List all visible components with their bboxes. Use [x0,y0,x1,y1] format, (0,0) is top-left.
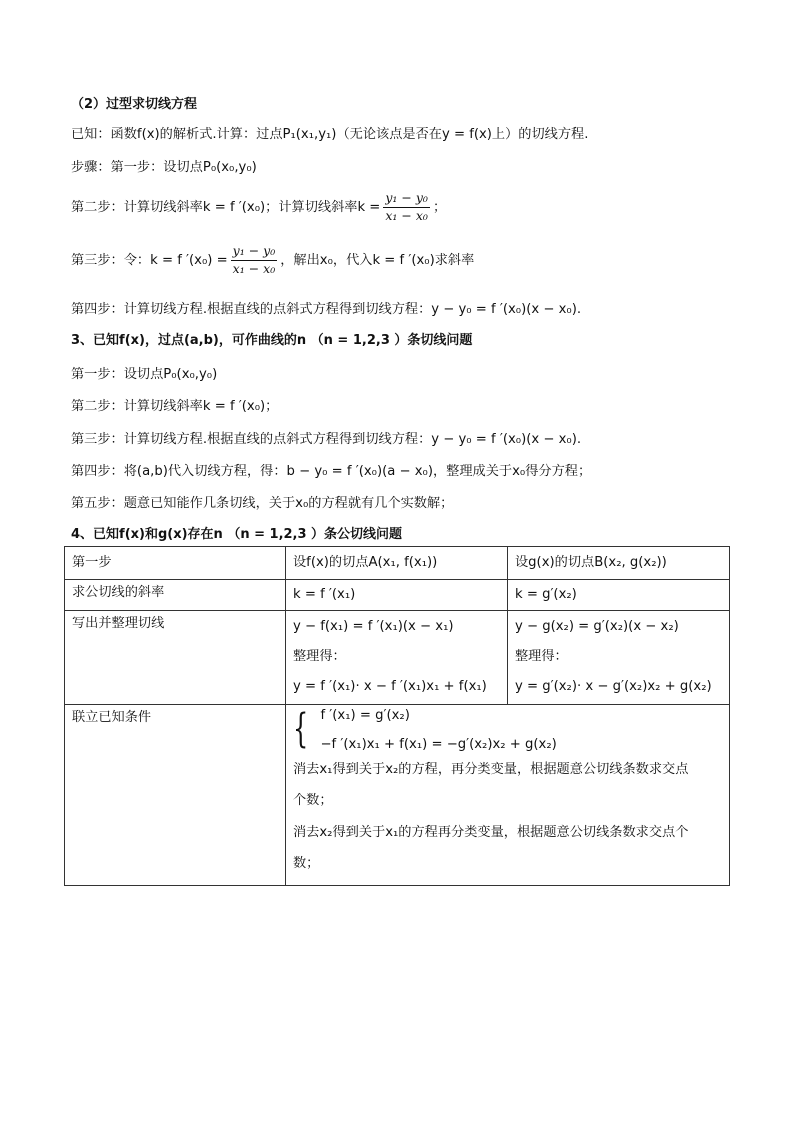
system-equation-2: −f ′(x₁)x₁ + f(x₁) = −g′(x₂)x₂ + g(x₂) [320,736,557,752]
section-3-heading: 3、已知f(x)，过点(a,b)，可作曲线的n （n = 1,2,3 ）条切线问题 [71,333,473,348]
eliminate-x1-text: 消去x₁得到关于x₂的方程，再分类变量，根据题意公切线条数求交点 [293,762,689,777]
f-simplify-label: 整理得： [293,649,346,664]
table-cell-f-tangent [286,611,508,705]
step2-text: 第二步：计算切线斜率k = f ′(x₀)；计算切线斜率k = [71,200,381,215]
table-row [65,705,730,886]
section-2-step3 [71,245,474,275]
fraction-numerator: y₁ − y₀ [231,245,278,261]
step3-text: 第三步：令：k = f ′(x₀) = [71,253,228,268]
step3-suffix: ，解出x₀，代入k = f ′(x₀)求斜率 [280,253,475,268]
table-cell-tangent-label: 写出并整理切线 [65,611,286,705]
section-2-step4: 第四步：计算切线方程.根据直线的点斜式方程得到切线方程：y − y₀ = f ′(x₀)(x − x₀). [71,302,582,317]
g-simplify-label: 整理得： [515,649,568,664]
g-tangent-equation: y − g(x₂) = g′(x₂)(x − x₂) [515,619,679,634]
f-tangent-equation: y − f(x₁) = f ′(x₁)(x − x₁) [293,619,454,634]
step2-fraction [383,192,430,222]
fraction-denominator: x₁ − x₀ [385,207,428,223]
common-tangent-table [64,546,730,886]
eliminate-x2-text-cont: 数； [293,856,320,871]
table-cell-f-slope: k = f ′(x₁) [286,580,508,611]
section-4-heading: 4、已知f(x)和g(x)存在n （n = 1,2,3 ）条公切线问题 [71,527,403,542]
section-2-step2 [71,192,446,222]
table-cell-g-tangent-point: 设g(x)的切点B(x₂, g(x₂)) [508,547,730,580]
section-2-step1: 步骤：第一步：设切点P₀(x₀,y₀) [71,160,257,175]
step2-suffix: ； [432,200,447,215]
section-2-known: 已知：函数f(x)的解析式.计算：过点P₁(x₁,y₁)（无论该点是否在y = f(x)上）的切线方程. [71,127,589,142]
table-cell-f-tangent-point: 设f(x)的切点A(x₁, f(x₁)) [286,547,508,580]
fraction-numerator: y₁ − y₀ [383,192,430,208]
table-row [65,580,730,611]
table-cell-g-slope: k = g′(x₂) [508,580,730,611]
section-3-step2: 第二步：计算切线斜率k = f ′(x₀)； [71,399,279,414]
section-2-heading: （2）过型求切线方程 [71,97,198,112]
left-brace: { [293,706,309,752]
table-cell-conditions [286,705,730,886]
table-row [65,547,730,580]
g-simplified-equation: y = g′(x₂)· x − g′(x₂)x₂ + g(x₂) [515,679,712,694]
equation-system-lines [320,709,556,751]
section-3-step3: 第三步：计算切线方程.根据直线的点斜式方程得到切线方程：y − y₀ = f ′(x₀)(x − x₀). [71,432,582,447]
step3-fraction [231,245,278,275]
table-cell-step-label: 第一步 [65,547,286,580]
table-row [65,611,730,705]
table-cell-g-tangent [508,611,730,705]
equation-system [293,706,722,752]
section-3-step4: 第四步：将(a,b)代入切线方程，得：b − y₀ = f ′(x₀)(a − x₀)，整理成关于x₀得分方程； [71,464,592,479]
eliminate-x1-text-cont: 个数； [293,793,333,808]
fraction-denominator: x₁ − x₀ [232,260,276,276]
section-3-step1: 第一步：设切点P₀(x₀,y₀) [71,367,218,382]
eliminate-x2-text: 消去x₂得到关于x₁的方程再分类变量，根据题意公切线条数求交点个 [293,825,689,840]
table-cell-conditions-label: 联立已知条件 [65,705,286,886]
system-equation-1: f ′(x₁) = g′(x₂) [320,708,410,723]
f-simplified-equation: y = f ′(x₁)· x − f ′(x₁)x₁ + f(x₁) [293,679,487,694]
section-3-step5: 第五步：题意已知能作几条切线，关于x₀的方程就有几个实数解； [71,496,454,511]
table-cell-slope-label: 求公切线的斜率 [65,580,286,611]
